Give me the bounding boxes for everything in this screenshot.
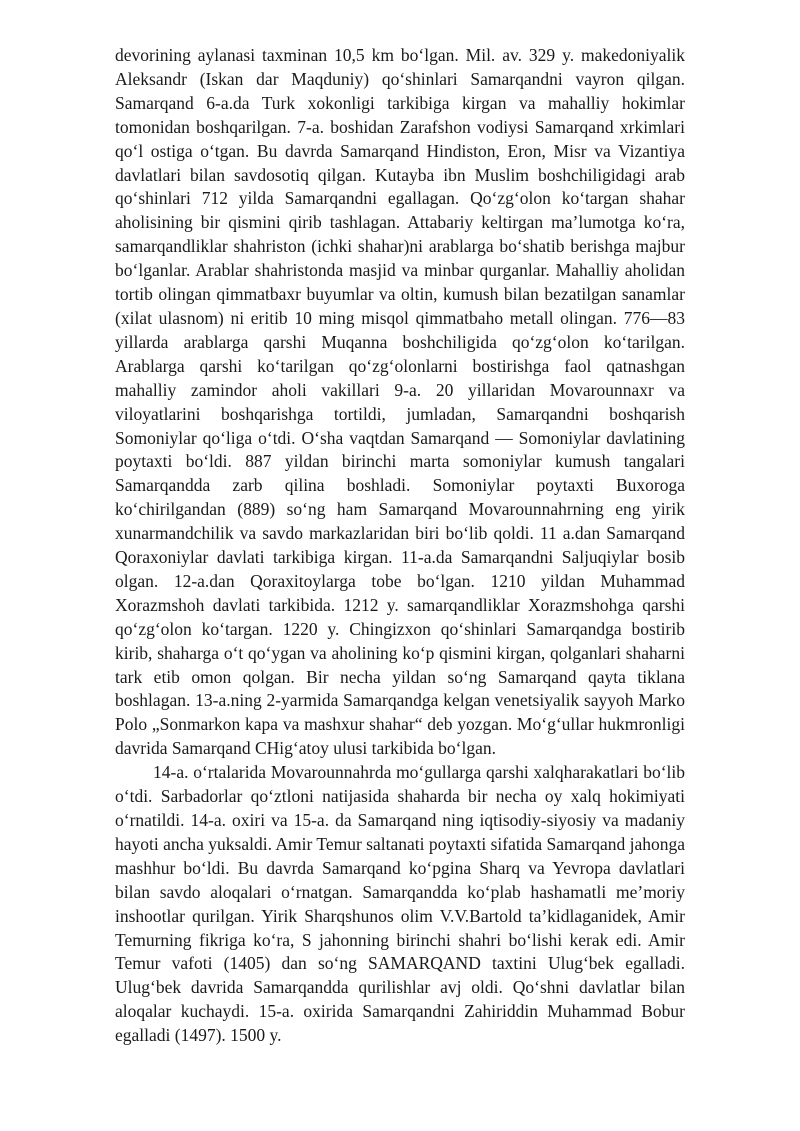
body-paragraph-2: 14-a. o‘rtalarida Movarounnahrda mo‘gullarga qarshi xalqharakatlari bo‘lib o‘tdi. Sarbadorlar qo‘ztloni natijasida shaharda bir necha oy xalq hokimiyati o‘rnatildi. 14-a. oxiri va 15-a. da Samarqand ning iqtisodiy-siyosiy va madaniy hayoti ancha yuksaldi. Amir Temur saltanati poytaxti sifatida Samarqand jahonga mashhur bo‘ldi. Bu davrda Samarqand ko‘pgina Sharq va Yevropa davlatlari bilan savdo aloqalari o‘rnatgan. Samarqandda ko‘plab hashamatli me’moriy inshootlar qurilgan. Yirik Sharqshunos olim V.V.Bartold ta’kidlaganidek, Amir Temurning fikriga ko‘ra, S jahonning birinchi shahri bo‘lishi kerak edi. Amir Temur vafoti (1405) dan so‘ng SAMARQAND taxtini Ulug‘bek egalladi. Ulug‘bek davrida Samarqandda qurilishlar avj oldi. Qo‘shni davlatlar bilan aloqalar kuchaydi. 15-a. oxirida Samarqandni Zahiriddin Muhammad Bobur egalladi (1497). 1500 y. bbox=[115, 762, 685, 1046]
body-paragraph-1: devorining aylanasi taxminan 10,5 km bo‘lgan. Mil. av. 329 y. makedoniyalik Aleksandr (Iskan dar Maqduniy) qo‘shinlari Samarqandni vayron qilgan. Samarqand 6-a.da Turk xokonligi tarkibiga kirgan va mahalliy hokimlar tomonidan boshqarilgan. 7-a. boshidan Zarafshon vodiysi Samarqand xrkimlari qo‘l ostiga o‘tgan. Bu davrda Samarqand Hindiston, Eron, Misr va Vizantiya davlatlari bilan savdosotiq qilgan. Kutayba ibn Muslim boshchiligidagi arab qo‘shinlari 712 yilda Samarqandni egallagan. Qo‘zg‘olon ko‘targan shahar aholisining bir qismini qirib tashlagan. Attabariy keltirgan ma’lumotga ko‘ra, samarqandliklar shahriston (ichki shahar)ni arablarga bo‘shatib berishga majbur bo‘lganlar. Arablar shahristonda masjid va minbar qurganlar. Mahalliy aholidan tortib olingan qimmatbaxr buyumlar va oltin, kumush bilan bezatilgan sanamlar (xilat ulasnom) ni eritib 10 ming misqol qimmatbaho metall olingan. 776—83 yillarda arablarga qarshi Muqanna boshchiligida qo‘zg‘olon ko‘tarilgan. Arablarga qarshi ko‘tarilgan qo‘zg‘olonlarni bostirishga faol qatnashgan mahalliy zamindor aholi vakillari 9-a. 20 yillaridan Movarounnaxr va viloyatlarini boshqarishga tortildi, jumladan, Samarqandni boshqarish Somoniylar qo‘liga o‘tdi. O‘sha vaqtdan Samarqand — Somoniylar davlatining poytaxti bo‘ldi. 887 yildan birinchi marta somoniylar kumush tangalari Samarqandda zarb qilina boshladi. Somoniylar poytaxti Buxoroga ko‘chirilgandan (889) so‘ng ham Samarqand Movarounnahrning eng yirik xunarmandchilik va savdo markazlaridan biri bo‘lib qoldi. 11 a.dan Samarqand Qoraxoniylar davlati tarkibiga kirgan. 11-a.da Samarqandni Saljuqiylar bosib olgan. 12-a.dan Qoraxitoylarga tobe bo‘lgan. 1210 yildan Muhammad Xorazmshoh davlati tarkibida. 1212 y. samarqandliklar Xorazmshohga qarshi qo‘zg‘olon ko‘targan. 1220 y. Chingizxon qo‘shinlari Samarqandga bostirib kirib, shaharga o‘t qo‘ygan va aholining ko‘p qismini kirgan, qolganlari shaharni tark etib omon qolgan. Bir necha yildan so‘ng Samarqand qayta tiklana boshlagan. 13-a.ning 2-yarmida Samarqandga kelgan venetsiyalik sayyoh Marko Polo „Sonmarkon kapa va mashxur shahar“ deb yozgan. Mo‘g‘ullar hukmronligi davrida Samarqand CHig‘atoy ulusi tarkibida bo‘lgan. bbox=[115, 45, 685, 759]
document-page bbox=[115, 44, 685, 1048]
